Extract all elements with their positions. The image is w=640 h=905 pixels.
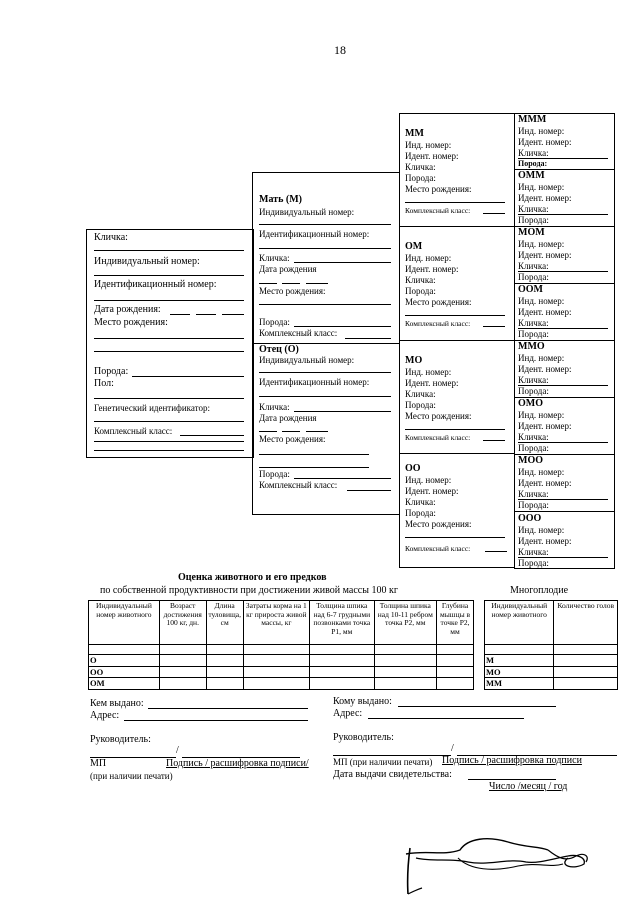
page-number: 18 bbox=[334, 43, 346, 57]
ggp-mmo-nick: Кличка: bbox=[518, 375, 549, 385]
gp-mo-nick: Кличка: bbox=[405, 389, 436, 399]
signature-left-caption: Подпись / расшифровка подписи/ bbox=[166, 758, 309, 769]
ggp-moo-code: МОО bbox=[518, 455, 543, 466]
ggp-mom-code: МОМ bbox=[518, 227, 545, 238]
mother-id-number-label: Идентификационный номер: bbox=[259, 229, 370, 239]
mother-breed-label: Порода: bbox=[259, 317, 290, 327]
gp-om-code: ОМ bbox=[405, 241, 423, 252]
ggp-mmo-ind: Инд. номер: bbox=[518, 353, 565, 363]
father-complex-class-label: Комплексный класс: bbox=[259, 480, 338, 490]
mother-nickname-label: Кличка: bbox=[259, 253, 290, 263]
gp-om-ident: Идент. номер: bbox=[405, 264, 459, 274]
ggp-ooo-ident: Идент. номер: bbox=[518, 536, 572, 546]
ggp-mmo-ident: Идент. номер: bbox=[518, 364, 572, 374]
issued-to-label: Кому выдано: bbox=[333, 696, 392, 707]
gp-om-nick: Кличка: bbox=[405, 275, 436, 285]
ggp-mmm-nick: Кличка: bbox=[518, 148, 549, 158]
ggp-omo-ident: Идент. номер: bbox=[518, 421, 572, 431]
animal-breed-label: Порода: bbox=[94, 366, 129, 377]
mother-individual-number-label: Индивидуальный номер: bbox=[259, 207, 355, 217]
eval-header-length: Длина туловища, см bbox=[206, 601, 243, 645]
gp-mo-ind: Инд. номер: bbox=[405, 367, 452, 377]
gp-oo-ind: Инд. номер: bbox=[405, 475, 452, 485]
gp-oo-nick: Кличка: bbox=[405, 497, 436, 507]
ggp-moo-ident: Идент. номер: bbox=[518, 478, 572, 488]
eval-header-fat-p1: Толщина шпика над 6-7 грудными позвонками точка Р1, мм bbox=[310, 601, 375, 645]
issued-by-label: Кем выдано: bbox=[90, 698, 144, 709]
father-birth-place-label: Место рождения: bbox=[259, 434, 326, 444]
gp-mo-place: Место рождения: bbox=[405, 411, 472, 421]
gp-mm-ind: Инд. номер: bbox=[405, 140, 452, 150]
handwritten-signature bbox=[398, 828, 608, 898]
ggp-omo-ind: Инд. номер: bbox=[518, 410, 565, 420]
fertility-table bbox=[484, 600, 618, 690]
ggp-mmm-ind: Инд. номер: bbox=[518, 126, 565, 136]
gp-mm-breed: Порода: bbox=[405, 173, 436, 183]
eval-header-feed: Затраты корма на 1 кг прироста живой массы, кг bbox=[243, 601, 309, 645]
ggp-ooo-ind: Инд. номер: bbox=[518, 525, 565, 535]
signature-right-caption: Подпись / расшифровка подписи bbox=[442, 755, 582, 766]
ggp-mom-ident: Идент. номер: bbox=[518, 250, 572, 260]
gp-mm-nick: Кличка: bbox=[405, 162, 436, 172]
father-nickname-label: Кличка: bbox=[259, 402, 290, 412]
ggp-omo-nick: Кличка: bbox=[518, 432, 549, 442]
gp-om-place: Место рождения: bbox=[405, 297, 472, 307]
animal-id-number-label: Идентификационный номер: bbox=[94, 279, 217, 290]
fert-row-label: ММ bbox=[485, 678, 554, 690]
ggp-ooo-code: ООО bbox=[518, 513, 542, 524]
fertility-title: Многоплодие bbox=[510, 585, 569, 596]
eval-row-label: О bbox=[89, 655, 160, 667]
evaluation-table bbox=[88, 600, 474, 690]
mp-right: МП (при наличии печати) bbox=[333, 757, 433, 767]
ggp-oom-ident: Идент. номер: bbox=[518, 307, 572, 317]
address-left-label: Адрес: bbox=[90, 710, 120, 721]
ggp-ooo-nick: Кличка: bbox=[518, 547, 549, 557]
gp-mo-breed: Порода: bbox=[405, 400, 436, 410]
ggp-omm-ind: Инд. номер: bbox=[518, 182, 565, 192]
gp-om-cc: Комплексный класс: bbox=[405, 319, 471, 328]
gp-mm-cc: Комплексный класс: bbox=[405, 206, 471, 215]
issue-date-label: Дата выдачи свидетельства: bbox=[333, 769, 452, 780]
fert-row-label: МО bbox=[485, 666, 554, 678]
ggp-omm-ident: Идент. номер: bbox=[518, 193, 572, 203]
eval-row-label: ОМ bbox=[89, 678, 160, 690]
ggp-mom-nick: Кличка: bbox=[518, 261, 549, 271]
eval-header-fat-p2: Толщина шпика над 10-11 ребром точка Р2, мм bbox=[374, 601, 436, 645]
mother-complex-class-label: Комплексный класс: bbox=[259, 328, 338, 338]
mother-birth-date-label: Дата рождения bbox=[259, 264, 317, 274]
ggp-mom-breed: Порода: bbox=[518, 272, 549, 282]
eval-header-age: Возраст достижения 100 кг, дн. bbox=[159, 601, 206, 645]
animal-birth-place-label: Место рождения: bbox=[94, 317, 168, 328]
ggp-oom-breed: Порода: bbox=[518, 329, 549, 339]
eval-row-label: ОО bbox=[89, 666, 160, 678]
ggp-omm-breed: Порода: bbox=[518, 215, 549, 225]
ggp-moo-breed: Порода: bbox=[518, 500, 549, 510]
ggp-oom-code: ООМ bbox=[518, 284, 543, 295]
eval-header-id: Индивидуальный номер животного bbox=[89, 601, 160, 645]
ggp-mmo-breed: Порода: bbox=[518, 386, 549, 396]
animal-sex-label: Пол: bbox=[94, 378, 114, 389]
gp-oo-cc: Комплексный класс: bbox=[405, 544, 471, 553]
animal-birth-date-label: Дата рождения: bbox=[94, 304, 161, 315]
ggp-omo-code: ОМО bbox=[518, 398, 543, 409]
address-right-label: Адрес: bbox=[333, 708, 363, 719]
gp-om-breed: Порода: bbox=[405, 286, 436, 296]
head-right-slash: / bbox=[451, 743, 454, 754]
animal-complex-class-label: Комплексный класс: bbox=[94, 426, 173, 436]
ggp-mmm-breed: Порода: bbox=[518, 159, 548, 168]
animal-nickname-label: Кличка: bbox=[94, 232, 128, 243]
gp-oo-breed: Порода: bbox=[405, 508, 436, 518]
gp-oo-place: Место рождения: bbox=[405, 519, 472, 529]
mother-birth-place-label: Место рождения: bbox=[259, 286, 326, 296]
fert-header-count: Количество голов bbox=[554, 601, 618, 645]
gp-mo-code: МО bbox=[405, 355, 423, 366]
ggp-omo-breed: Порода: bbox=[518, 443, 549, 453]
eval-header-muscle: Глубина мышцы в точке Р2, мм bbox=[437, 601, 474, 645]
mother-title: Мать (М) bbox=[259, 194, 302, 205]
gp-mo-ident: Идент. номер: bbox=[405, 378, 459, 388]
evaluation-title: Оценка животного и его предков bbox=[178, 572, 327, 583]
ggp-moo-nick: Кличка: bbox=[518, 489, 549, 499]
gp-oo-code: ОО bbox=[405, 463, 421, 474]
ggp-mmo-code: ММО bbox=[518, 341, 545, 352]
ggp-moo-ind: Инд. номер: bbox=[518, 467, 565, 477]
ggp-oom-ind: Инд. номер: bbox=[518, 296, 565, 306]
mp-left: МП bbox=[90, 758, 107, 769]
ggp-mmm-code: МММ bbox=[518, 114, 547, 125]
gp-mm-code: ММ bbox=[405, 128, 424, 139]
father-birth-date-label: Дата рождения bbox=[259, 413, 317, 423]
father-breed-label: Порода: bbox=[259, 469, 290, 479]
ggp-mmm-ident: Идент. номер: bbox=[518, 137, 572, 147]
father-title: Отец (О) bbox=[259, 344, 299, 355]
eval-row-label bbox=[89, 645, 160, 655]
fert-row-label bbox=[485, 645, 554, 655]
gp-mo-cc: Комплексный класс: bbox=[405, 433, 471, 442]
ggp-oom-nick: Кличка: bbox=[518, 318, 549, 328]
head-left-slash: / bbox=[176, 745, 179, 756]
father-individual-number-label: Индивидуальный номер: bbox=[259, 355, 355, 365]
animal-individual-number-label: Индивидуальный номер: bbox=[94, 256, 200, 267]
evaluation-subtitle: по собственной продуктивности при достижении живой массы 100 кг bbox=[100, 585, 398, 596]
head-right-label: Руководитель: bbox=[333, 732, 394, 743]
ggp-omm-nick: Кличка: bbox=[518, 204, 549, 214]
gp-mm-place: Место рождения: bbox=[405, 184, 472, 194]
fert-header-id: Индивидуальный номер животного bbox=[485, 601, 554, 645]
head-left-label: Руководитель: bbox=[90, 734, 151, 745]
fert-row-label: М bbox=[485, 655, 554, 667]
gp-mm-ident: Идент. номер: bbox=[405, 151, 459, 161]
ggp-mom-ind: Инд. номер: bbox=[518, 239, 565, 249]
date-format-caption: Число /месяц / год bbox=[489, 781, 568, 792]
gp-om-ind: Инд. номер: bbox=[405, 253, 452, 263]
animal-genetic-id-label: Генетический идентификатор: bbox=[94, 403, 210, 413]
ggp-omm-code: ОММ bbox=[518, 170, 545, 181]
seal-note-left: (при наличии печати) bbox=[90, 771, 173, 781]
gp-oo-ident: Идент. номер: bbox=[405, 486, 459, 496]
father-id-number-label: Идентификационный номер: bbox=[259, 377, 370, 387]
ggp-ooo-breed: Порода: bbox=[518, 558, 549, 568]
